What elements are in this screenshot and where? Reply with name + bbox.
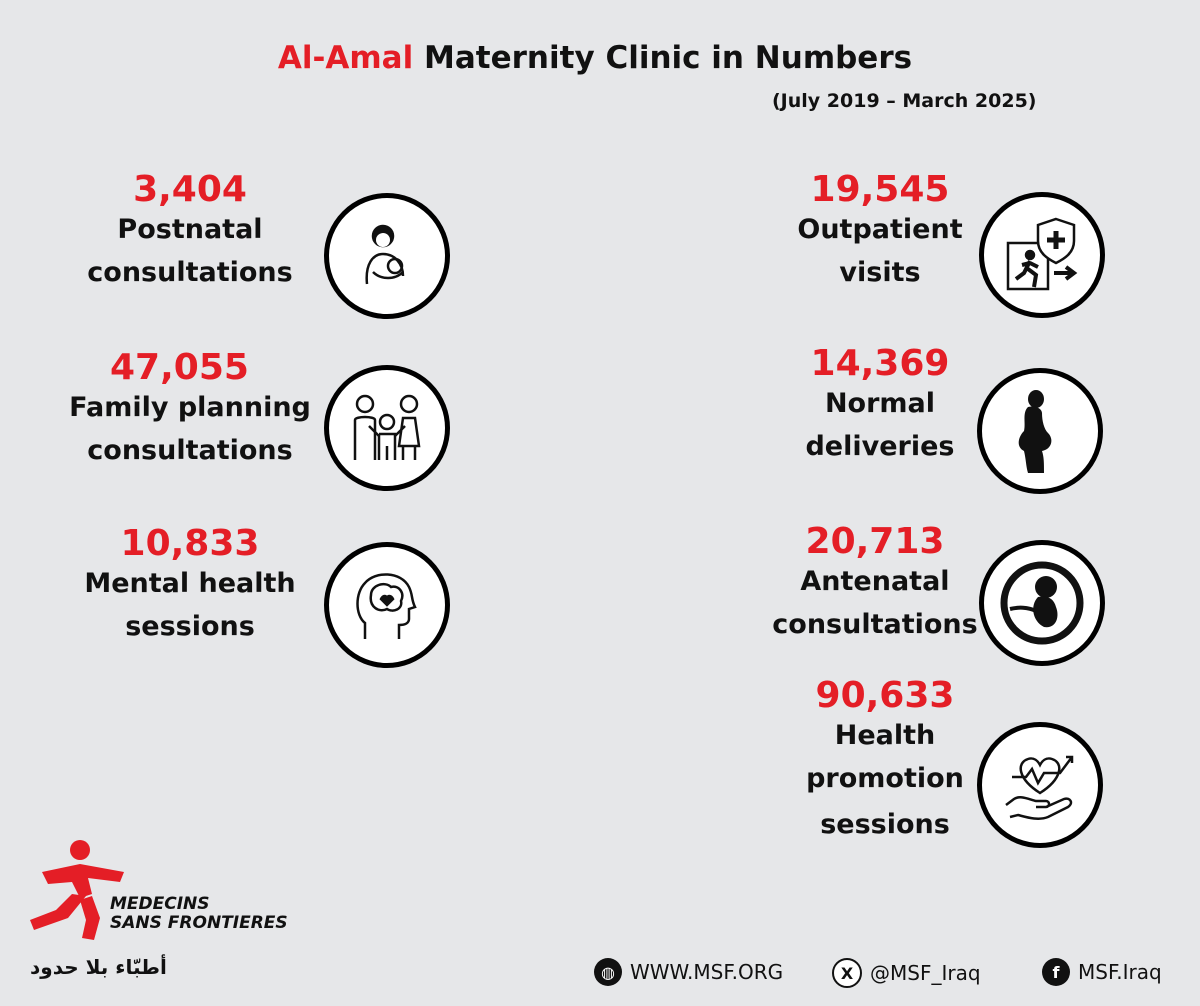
stat-label: Family planning	[69, 392, 311, 423]
pregnant-woman-icon	[977, 368, 1103, 494]
stat-label: visits	[839, 257, 921, 288]
stat-label: Normal	[824, 388, 936, 419]
stat-value: 47,055	[110, 347, 249, 388]
title-rest: Maternity Clinic in Numbers	[424, 40, 913, 76]
stat-antenatal	[760, 522, 990, 648]
stat-label: sessions	[820, 809, 950, 840]
stat-label: consultations	[87, 435, 293, 466]
stat-label: Outpatient	[797, 214, 963, 245]
footer-x[interactable]	[832, 958, 981, 988]
stat-value: 90,633	[815, 675, 955, 716]
fetus-icon	[979, 540, 1105, 666]
stat-label: Antenatal	[800, 566, 950, 597]
footer-facebook[interactable]	[1042, 958, 1162, 986]
page-title	[0, 40, 1190, 76]
facebook-handle[interactable]: MSF.Iraq	[1078, 960, 1162, 984]
mother-baby-icon	[324, 193, 450, 319]
stat-value: 10,833	[120, 523, 260, 564]
exit-shield-icon	[979, 192, 1105, 318]
x-handle[interactable]: @MSF_Iraq	[870, 961, 981, 985]
msf-logo-arabic: أطبّاء بلا حدود	[30, 955, 167, 979]
stat-label: promotion	[806, 763, 964, 794]
heart-hand-icon	[977, 722, 1103, 848]
stat-label: consultations	[87, 257, 293, 288]
stat-family	[60, 348, 320, 474]
footer-website[interactable]	[594, 958, 783, 986]
brain-head-icon	[324, 542, 450, 668]
msf-logo-text	[110, 895, 288, 933]
stat-label: deliveries	[805, 431, 955, 462]
stat-value: 19,545	[810, 169, 950, 210]
globe-icon: ◍	[594, 958, 622, 986]
stat-outpatient	[770, 170, 990, 296]
date-range: (July 2019 – March 2025)	[772, 90, 1037, 112]
x-logo-icon: X	[832, 958, 862, 988]
website-link[interactable]: WWW.MSF.ORG	[630, 960, 784, 984]
stat-deliveries	[770, 344, 990, 470]
logo-line2: SANS FRONTIERES	[110, 913, 288, 933]
stat-label: Mental health	[84, 568, 296, 599]
facebook-icon: f	[1042, 958, 1070, 986]
stat-mental	[70, 524, 310, 650]
title-accent: Al-Amal	[277, 40, 414, 76]
stat-label: Health	[834, 720, 936, 751]
logo-line1: MEDECINS	[110, 894, 210, 914]
stat-label: sessions	[125, 611, 255, 642]
stat-label: Postnatal	[117, 214, 263, 245]
stat-promotion	[770, 676, 1000, 848]
stat-label: consultations	[772, 609, 978, 640]
stat-value: 20,713	[805, 521, 945, 562]
stat-value: 14,369	[810, 343, 950, 384]
stat-postnatal	[70, 170, 310, 296]
family-icon	[324, 365, 450, 491]
stat-value: 3,404	[133, 169, 247, 210]
